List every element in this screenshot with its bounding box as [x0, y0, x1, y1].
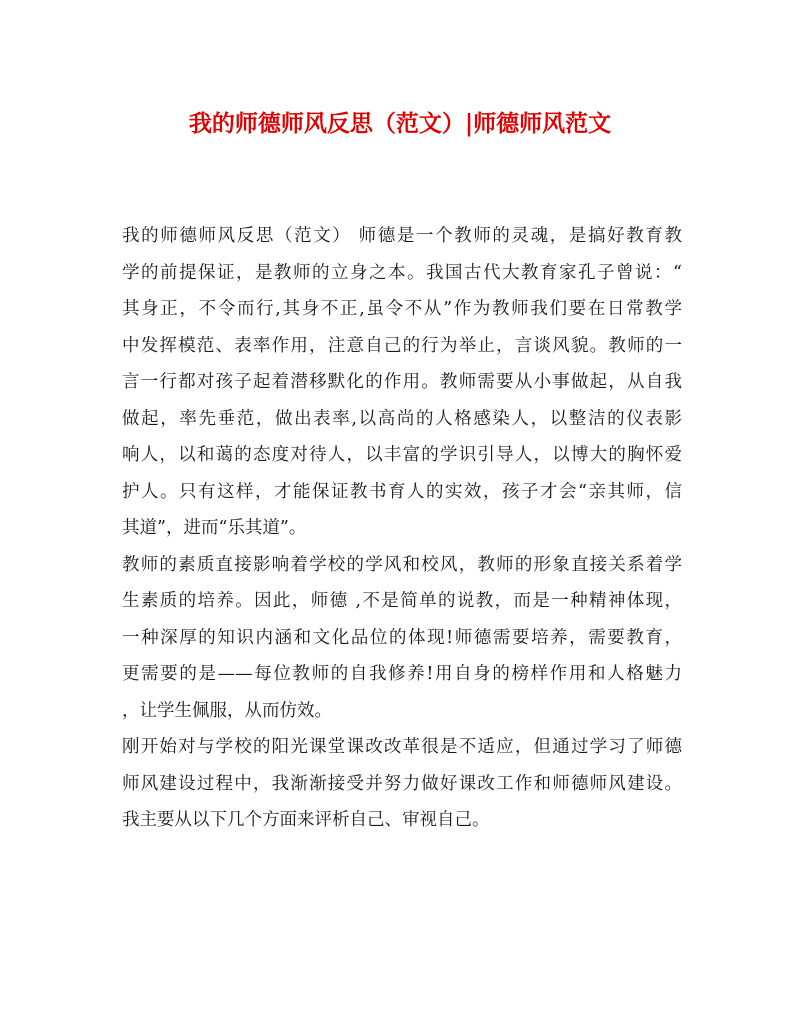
paragraph-1 — [122, 218, 682, 547]
text-line: 教师的素质直接影响着学校的学风和校风，教师的形象直接关系着学 — [122, 554, 682, 575]
text-line: 学的前提保证，是教师的立身之本。我国古代大教育家孔子曾说：“ — [122, 262, 682, 283]
text-line: 其身正，不令而行,其身不正,虽令不从”作为教师我们要在日常教学 — [122, 299, 682, 319]
text-line: 言一行都对孩子起着潜移默化的作用。教师需要从小事做起，从自我 — [122, 372, 682, 392]
text-line: ，让学生佩服，从而仿效。 — [122, 700, 332, 721]
text-line: 做起，率先垂范，做出表率,以高尚的人格感染人，以整洁的仪表影 — [122, 408, 682, 429]
text-line: 生素质的培养。因此，师德 ,不是简单的说教，而是一种精神体现， — [122, 591, 682, 611]
text-line: 中发挥模范、表率作用，注意自己的行为举止，言谈风貌。教师的一 — [122, 335, 682, 356]
text-line: 一种深厚的知识内涵和文化品位的体现!师德需要培养，需要教育， — [122, 627, 682, 648]
text-line: 我的师德师风反思（范文） 师德是一个教师的灵魂，是搞好教育教 — [122, 226, 682, 246]
text-line: 师风建设过程中，我渐渐接受并努力做好课改工作和师德师风建设。 — [122, 773, 682, 794]
document-title: 我的师德师风反思（范文）|师德师风范文 — [188, 110, 612, 137]
text-line: 护人。只有这样，才能保证教书育人的实效，孩子才会“亲其师，信 — [122, 481, 682, 502]
document-body — [122, 218, 682, 839]
text-line: 其道”，进而“乐其道”。 — [122, 518, 307, 538]
text-line: 我主要从以下几个方面来评析自己、审视自己。 — [122, 810, 490, 830]
text-line: 更需要的是——每位教师的自我修养!用自身的榜样作用和人格魅力 — [122, 664, 682, 684]
text-line: 响人，以和蔼的态度对待人，以丰富的学识引导人，以博大的胸怀爱 — [122, 445, 682, 465]
text-line: 刚开始对与学校的阳光课堂课改改革很是不适应，但通过学习了师德 — [122, 737, 682, 757]
paragraph-3 — [122, 729, 682, 839]
paragraph-2 — [122, 547, 682, 730]
